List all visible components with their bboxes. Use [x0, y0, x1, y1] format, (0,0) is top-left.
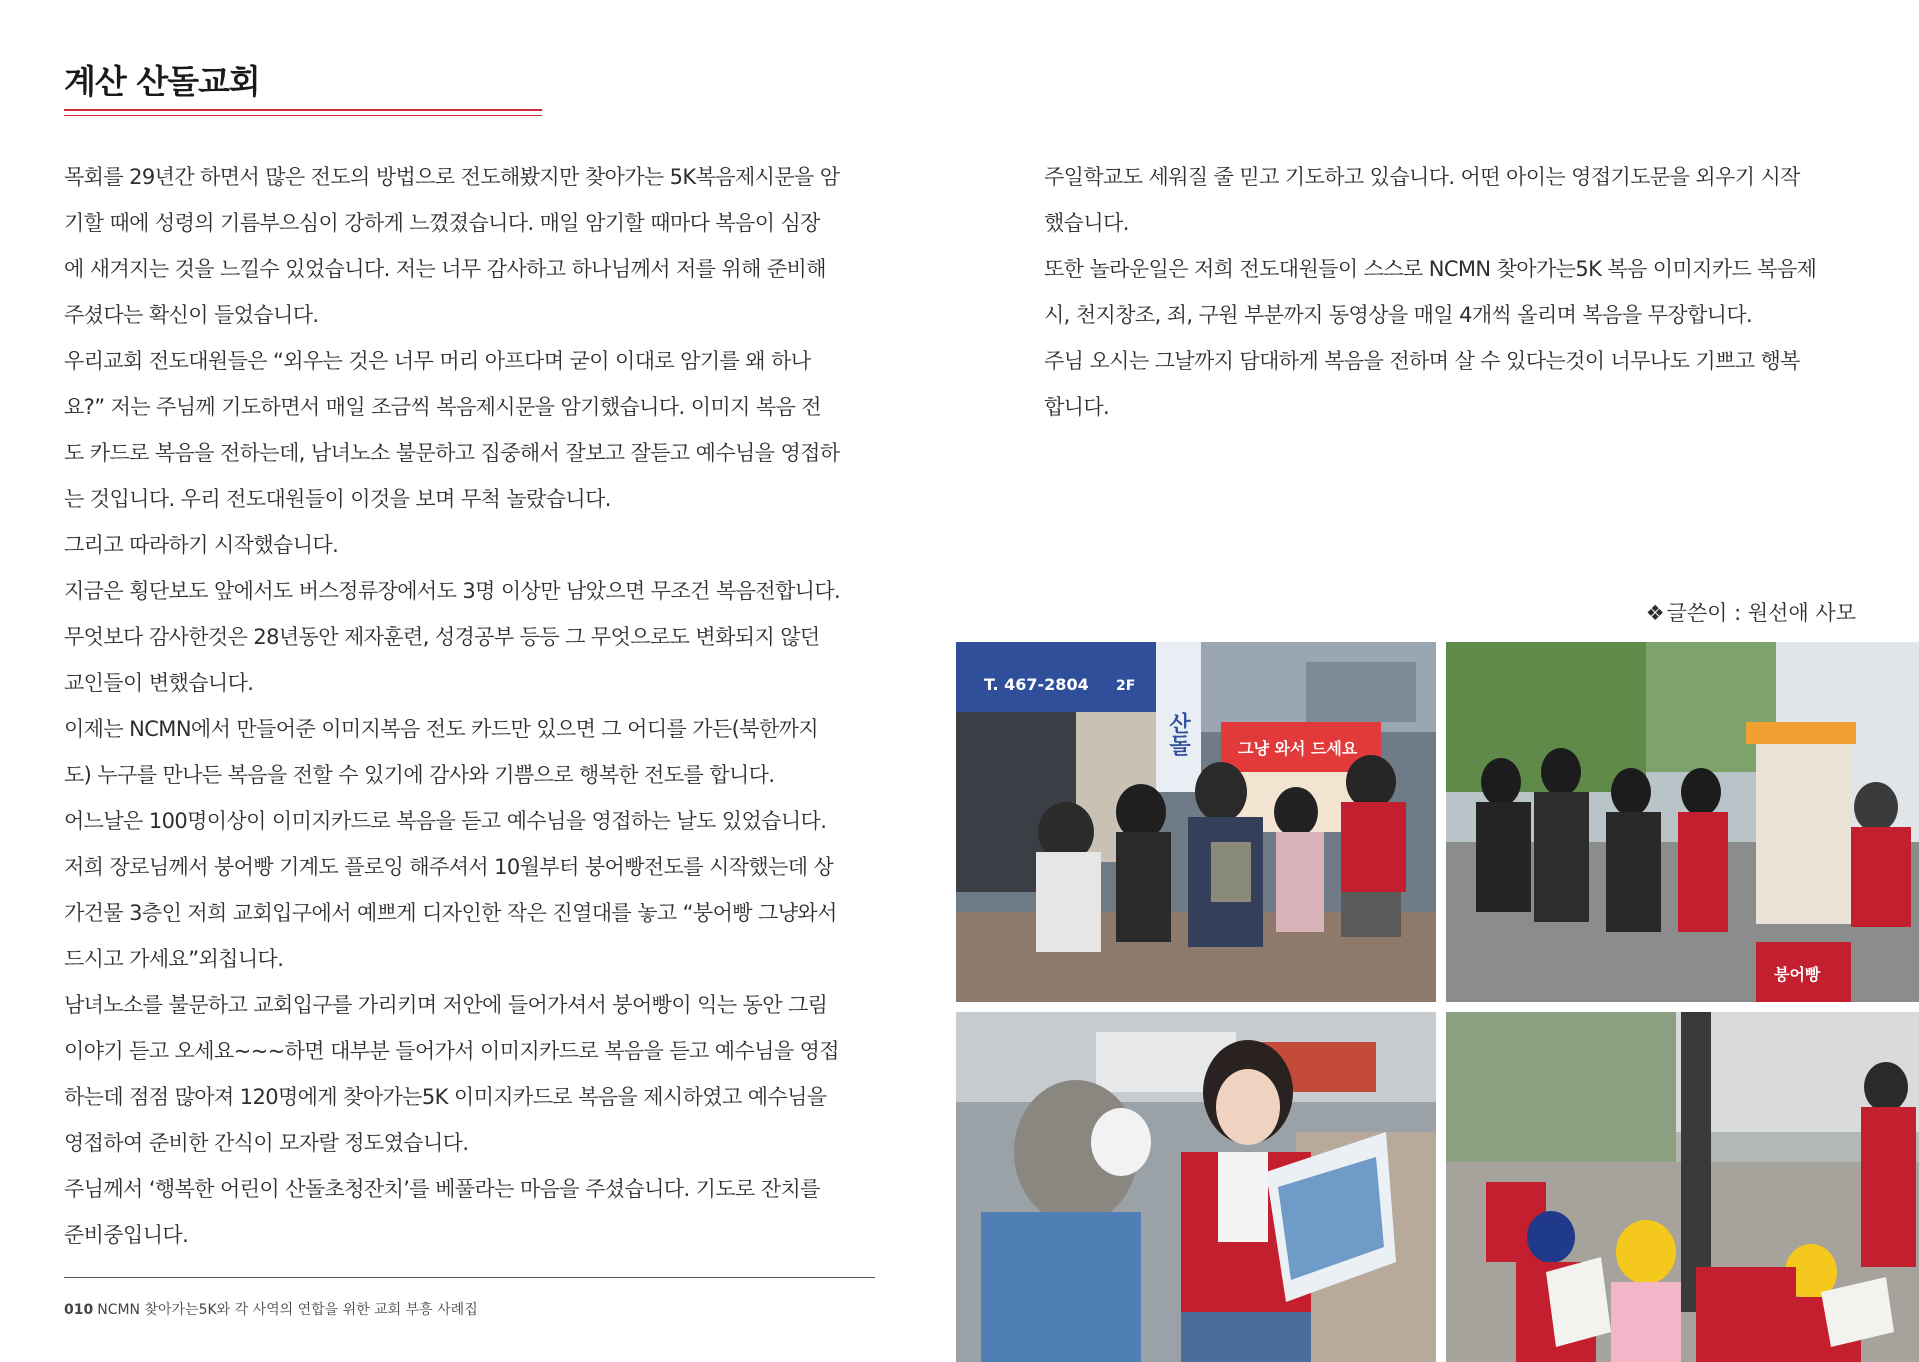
body-line: 드시고 가세요”외칩니다. [64, 947, 284, 971]
booth-text: 붕어빵 [1774, 965, 1821, 984]
body-line: 또한 놀라운일은 저희 전도대원들이 스스로 NCMN 찾아가는5K 복음 이미지카드 복음제 [1044, 257, 1817, 281]
body-line: 주셨다는 확신이 들었습니다. [64, 303, 319, 327]
body-line: 하는데 점점 많아져 120명에게 찾아가는5K 이미지카드로 복음을 제시하였고 예수님을 [64, 1085, 827, 1109]
body-line: 합니다. [1044, 395, 1110, 419]
body-line: 시, 천지창조, 죄, 구원 부분까지 동영상을 매일 4개씩 올리며 복음을 무장합니다. [1044, 303, 1753, 327]
author-credit [1646, 597, 1856, 627]
body-line: 저희 장로님께서 붕어빵 기계도 플로잉 해주셔서 10월부터 붕어빵전도를 시작했는데 상 [64, 855, 834, 879]
page-footer [64, 1299, 478, 1319]
sign-phone-text: T. 467-2804 [984, 675, 1089, 694]
body-line: 주님 오시는 그날까지 담대하게 복음을 전하며 살 수 있다는것이 너무나도 기쁘고 행복 [1044, 349, 1800, 373]
photo-church-entrance [956, 642, 1436, 1002]
body-line: 우리교회 전도대원들은 “외우는 것은 너무 머리 아프다며 굳이 이대로 암기를 왜 하나 [64, 349, 811, 373]
body-line: 이제는 NCMN에서 만들어준 이미지복음 전도 카드만 있으면 그 어디를 가든(북한까지 [64, 717, 819, 741]
body-line: 교인들이 변했습니다. [64, 671, 254, 695]
body-line: 주일학교도 세워질 줄 믿고 기도하고 있습니다. 어떤 아이는 영접기도문을 외우기 시작 [1044, 165, 1800, 189]
body-line: 준비중입니다. [64, 1223, 189, 1247]
sign-floor-text: 2F [1116, 678, 1136, 694]
body-line: 는 것입니다. 우리 전도대원들이 이것을 보며 무척 놀랐습니다. [64, 487, 611, 511]
body-line: 영접하여 준비한 간식이 모자랄 정도였습니다. [64, 1131, 469, 1155]
left-column [64, 154, 884, 1258]
body-line: 도 카드로 복음을 전하는데, 남녀노소 불문하고 집중해서 잘보고 잘듣고 예수님을 영접하 [64, 441, 840, 465]
body-line: 도) 누구를 만나든 복음을 전할 수 있기에 감사와 기쁨으로 행복한 전도를 합니다. [64, 763, 775, 787]
title-rule [64, 109, 542, 111]
body-line: 어느날은 100명이상이 이미지카드로 복음을 듣고 예수님을 영접하는 날도 있었습니다. [64, 809, 827, 833]
page-number: 010 [64, 1302, 94, 1318]
photo-child-outreach [1446, 1012, 1919, 1362]
footer-rule [64, 1277, 875, 1278]
right-column [1044, 154, 1864, 430]
body-line: 목회를 29년간 하면서 많은 전도의 방법으로 전도해봤지만 찾아가는 5K복음제시문을 암 [64, 165, 840, 189]
body-line: 무엇보다 감사한것은 28년동안 제자훈련, 성경공부 등등 그 무엇으로도 변화되지 않던 [64, 625, 820, 649]
body-line: 했습니다. [1044, 211, 1129, 235]
page-title: 계산 산돌교회 [64, 62, 260, 101]
body-line: 요?” 저는 주님께 기도하면서 매일 조금씩 복음제시문을 암기했습니다. 이미지 복음 전 [64, 395, 821, 419]
body-line: 이야기 듣고 오세요~~~하면 대부분 들어가서 이미지카드로 복음을 듣고 예수님을 영접 [64, 1039, 839, 1063]
body-line: 남녀노소를 불문하고 교회입구를 가리키며 저안에 들어가셔서 붕어빵이 익는 동안 그림 [64, 993, 828, 1017]
body-line: 그리고 따라하기 시작했습니다. [64, 533, 339, 557]
sign-church-text: 산돌 [1165, 712, 1191, 756]
banner-text: 그냥 와서 드세요 [1238, 739, 1358, 758]
body-line: 지금은 횡단보도 앞에서도 버스정류장에서도 3명 이상만 남았으면 무조건 복음전합니다. [64, 579, 841, 603]
photo-card-sharing [956, 1012, 1436, 1362]
body-line: 에 새겨지는 것을 느낄수 있었습니다. 저는 너무 감사하고 하나님께서 저를 위해 준비해 [64, 257, 826, 281]
photo-street-booth [1446, 642, 1919, 1002]
diamond-bullet-icon: ❖ [1645, 601, 1665, 625]
author-name: 글쓴이 : 원선애 사모 [1666, 601, 1856, 625]
body-line: 가건물 3층인 저희 교회입구에서 예쁘게 디자인한 작은 진열대를 놓고 “붕어빵 그냥와서 [64, 901, 837, 925]
body-line: 주님께서 ‘행복한 어린이 산돌초청잔치’를 베풀라는 마음을 주셨습니다. 기도로 잔치를 [64, 1177, 820, 1201]
title-rule-thin [64, 115, 542, 116]
footer-title: NCMN 찾아가는5K와 각 사역의 연합을 위한 교회 부흥 사례집 [97, 1302, 478, 1318]
body-line: 기할 때에 성령의 기름부으심이 강하게 느꼈졌습니다. 매일 암기할 때마다 복음이 심장 [64, 211, 820, 235]
